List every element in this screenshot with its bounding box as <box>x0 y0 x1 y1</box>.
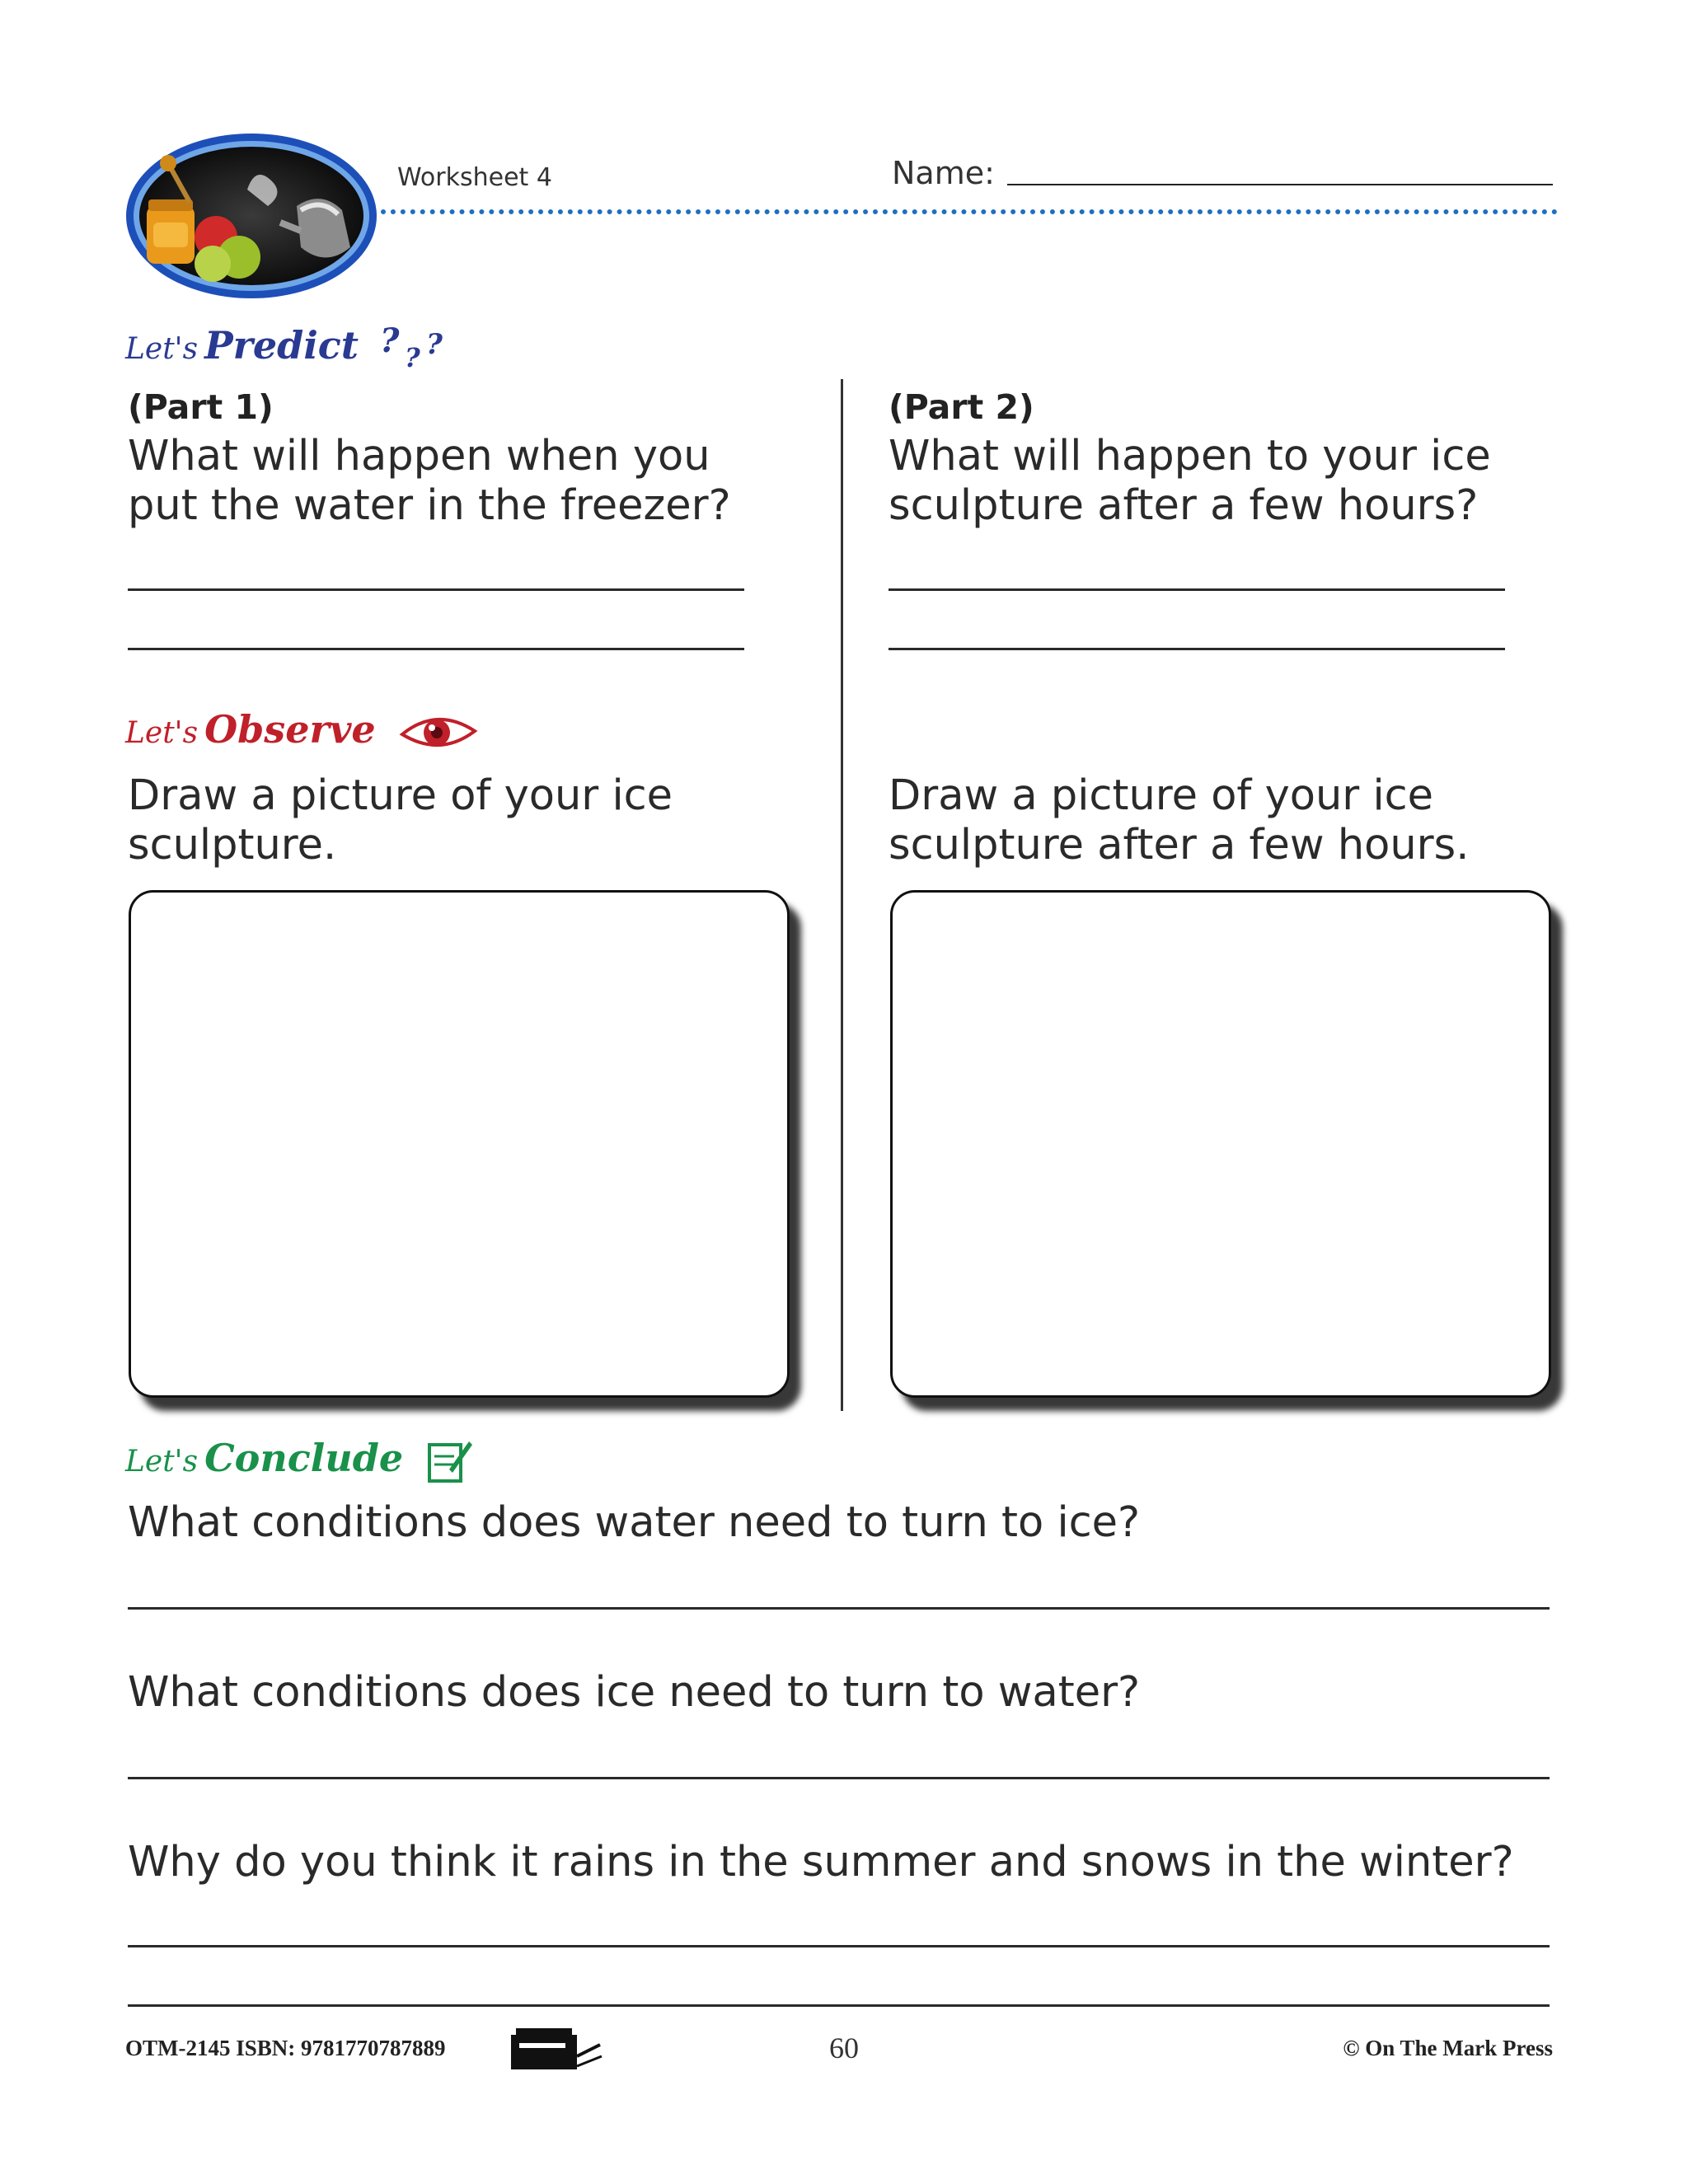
predict-lets: Let's <box>125 332 199 366</box>
conclude-answer-line-2[interactable] <box>128 1777 1550 1779</box>
part2-label: (Part 2) <box>889 387 1034 427</box>
page-number: 60 <box>829 2032 859 2064</box>
observe-right-line1: Draw a picture of your ice <box>889 771 1434 820</box>
conclude-question-2: What conditions does ice need to turn to water? <box>128 1668 1141 1717</box>
part1-question-line2: put the water in the freezer? <box>128 481 731 530</box>
worksheet-logo-icon <box>124 132 379 301</box>
predict-heading <box>125 323 454 373</box>
observe-lets: Let's <box>125 716 199 750</box>
observe-left-line1: Draw a picture of your ice <box>128 771 673 820</box>
worksheet-label: Worksheet 4 <box>397 163 552 192</box>
observe-heading <box>125 707 480 756</box>
conclude-answer-line-1[interactable] <box>128 1607 1550 1610</box>
svg-text:?: ? <box>426 328 443 361</box>
drawing-box-left[interactable] <box>129 890 790 1398</box>
predict-title: Predict <box>204 323 359 368</box>
conclude-lets: Let's <box>125 1445 199 1479</box>
name-field[interactable] <box>1007 184 1553 185</box>
footer-copyright: © On The Mark Press <box>1343 2036 1553 2060</box>
conclude-title: Conclude <box>204 1436 404 1480</box>
notepad-icon <box>424 1436 474 1486</box>
part2-answer-line[interactable] <box>889 588 1505 591</box>
eye-icon <box>397 710 480 756</box>
conclude-question-3: Why do you think it rains in the summer and snows in the winter? <box>128 1838 1514 1886</box>
part1-answer-line[interactable] <box>128 648 744 650</box>
svg-text:?: ? <box>405 342 420 373</box>
part2-question-line2: sculpture after a few hours? <box>889 481 1479 530</box>
observe-left-line2: sculpture. <box>128 821 337 869</box>
question-marks-icon <box>380 324 454 373</box>
drawing-box-right[interactable] <box>890 890 1551 1398</box>
conclude-question-1: What conditions does water need to turn to ice? <box>128 1498 1141 1547</box>
part1-label: (Part 1) <box>128 387 274 427</box>
part2-question-line1: What will happen to your ice <box>889 432 1491 480</box>
name-label: Name: <box>892 155 995 191</box>
column-divider <box>841 379 843 1411</box>
part1-question-line1: What will happen when you <box>128 432 710 480</box>
conclude-answer-line-3a[interactable] <box>128 1945 1550 1947</box>
part2-answer-line[interactable] <box>889 648 1505 650</box>
observe-title: Observe <box>204 707 376 752</box>
conclude-answer-line-3b[interactable] <box>128 2004 1550 2007</box>
photocopier-icon <box>509 2023 605 2071</box>
part1-answer-line[interactable] <box>128 588 744 591</box>
svg-text:?: ? <box>380 324 400 360</box>
footer-isbn: OTM-2145 ISBN: 9781770787889 <box>125 2036 446 2060</box>
conclude-heading <box>125 1436 474 1486</box>
header-dotted-divider <box>381 209 1558 214</box>
observe-right-line2: sculpture after a few hours. <box>889 821 1470 869</box>
